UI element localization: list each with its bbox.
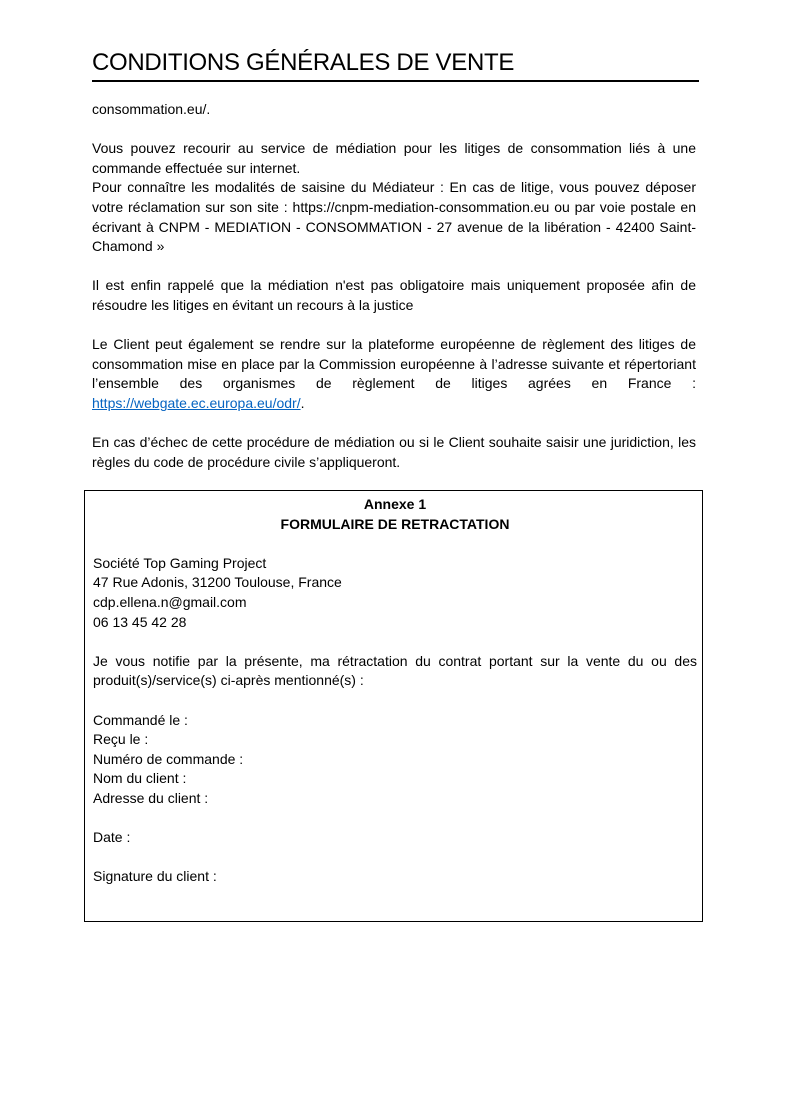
document-title: CONDITIONS GÉNÉRALES DE VENTE bbox=[92, 49, 515, 76]
paragraph-civil-procedure: En cas d’échec de cette procédure de médiation ou si le Client souhaite saisir une juridiction, les règles du code de procédure civile s’appliqueront. bbox=[92, 434, 696, 470]
field-order-number: Numéro de commande : bbox=[93, 750, 244, 767]
field-client-name: Nom du client : bbox=[93, 770, 187, 787]
eu-platform-text: Le Client peut également se rendre sur la plateforme européenne de règlement des litiges de consommation mise en place par la Commission européenne à l’adresse suivante et répertoriant l’ensemble des organismes de règlement de litiges agrées en France : bbox=[92, 336, 696, 392]
company-email: cdp.ellena.n@gmail.com bbox=[93, 593, 247, 610]
paragraph-mediation-service: Vous pouvez recourir au service de médiation pour les litiges de consommation liés à une commande effectuée sur internet. bbox=[92, 140, 696, 176]
paragraph-eu-platform bbox=[92, 335, 696, 413]
company-phone: 06 13 45 42 28 bbox=[93, 613, 187, 630]
field-signature: Signature du client : bbox=[93, 868, 217, 885]
document-body bbox=[92, 100, 696, 472]
annex-subtitle: FORMULAIRE DE RETRACTATION bbox=[280, 515, 510, 532]
field-date: Date : bbox=[93, 829, 131, 846]
withdrawal-notice: Je vous notifie par la présente, ma rétractation du contrat portant sur la vente du ou des produit(s)/service(s) ci-après mentionné(s) : bbox=[93, 652, 697, 689]
title-underline bbox=[92, 80, 699, 82]
withdrawal-form-box bbox=[84, 490, 703, 922]
eu-platform-period: . bbox=[300, 394, 305, 411]
paragraph-mediation-optional: Il est enfin rappelé que la médiation n'est pas obligatoire mais uniquement proposée afin de résoudre les litiges en évitant un recours à la justice bbox=[92, 277, 696, 313]
field-client-address: Adresse du client : bbox=[93, 789, 209, 806]
company-address: 47 Rue Adonis, 31200 Toulouse, France bbox=[93, 574, 342, 591]
paragraph-mediator-contact: Pour connaître les modalités de saisine du Médiateur : En cas de litige, vous pouvez déposer votre réclamation sur son site : https://cnpm-mediation-consommation.eu ou par voie postale en écrivant à CNPM - MEDIATION - CONSOMMATION - 27 avenue de la libération - 42400 Saint-Chamond » bbox=[92, 179, 696, 255]
paragraph-url-end: consommation.eu/. bbox=[92, 101, 211, 117]
odr-link[interactable]: https://webgate.ec.europa.eu/odr/ bbox=[92, 394, 301, 411]
field-ordered-date: Commandé le : bbox=[93, 711, 188, 728]
company-name: Société Top Gaming Project bbox=[93, 554, 267, 571]
annex-title: Annexe 1 bbox=[363, 496, 427, 512]
field-received-date: Reçu le : bbox=[93, 731, 149, 748]
page-header bbox=[92, 46, 699, 80]
